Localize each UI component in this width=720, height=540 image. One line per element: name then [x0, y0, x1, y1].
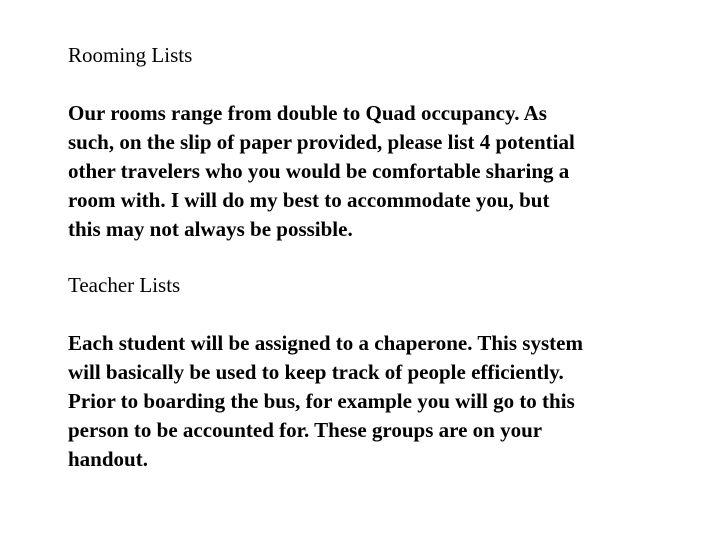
paragraph-line: Each student will be assigned to a chaperone. This system — [68, 331, 583, 355]
paragraph-line: room with. I will do my best to accommodate you, but — [68, 188, 550, 212]
paragraph-line: such, on the slip of paper provided, please list 4 potential — [68, 130, 575, 154]
paragraph-line: handout. — [68, 447, 148, 471]
paragraph-line: person to be accounted for. These groups are on your — [68, 418, 543, 442]
paragraph-line: will basically be used to keep track of people efficiently. — [68, 360, 564, 384]
paragraph-line: this may not always be possible. — [68, 217, 353, 241]
rooming-lists-heading: Rooming Lists — [68, 43, 193, 67]
paragraph-line: other travelers who you would be comfortable sharing a — [68, 159, 570, 183]
paragraph-line: Our rooms range from double to Quad occupancy. As — [68, 101, 547, 125]
paragraph-line: Prior to boarding the bus, for example you will go to this — [68, 389, 575, 413]
teacher-lists-paragraph — [68, 329, 583, 474]
teacher-lists-heading: Teacher Lists — [68, 273, 181, 297]
rooming-lists-paragraph — [68, 99, 575, 244]
